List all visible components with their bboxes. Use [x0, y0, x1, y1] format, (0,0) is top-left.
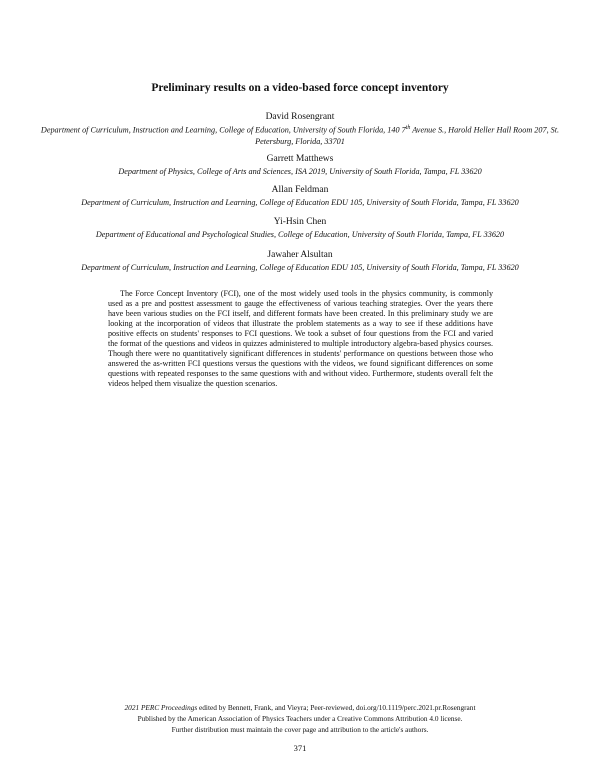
author-affiliation: Department of Curriculum, Instruction and Learning, College of Education EDU 105, University of South Florida, Tampa, FL 33620	[81, 198, 519, 207]
author-name: Jawaher Alsultan	[267, 250, 333, 260]
author-name: Garrett Matthews	[266, 154, 334, 164]
footer-license: Published by the American Association of Physics Teachers under a Creative Commons Attribution 4.0 license.	[137, 713, 463, 723]
footer-distribution: Further distribution must maintain the cover page and attribution to the article's authors.	[171, 724, 429, 734]
footer	[0, 703, 600, 735]
page-number: 371	[293, 743, 307, 753]
paper-title: Preliminary results on a video-based force concept inventory	[151, 82, 449, 94]
footer-citation: 2021 PERC Proceedings edited by Bennett, Frank, and Vieyra; Peer-reviewed, doi.org/10.1119/perc.2021.pr.Rosengrant	[124, 703, 476, 712]
author-name: Yi-Hsin Chen	[273, 217, 327, 227]
author-affiliation: Department of Educational and Psychological Studies, College of Education, University of South Florida, Tampa, FL 33620	[95, 230, 505, 239]
author-name: David Rosengrant	[265, 112, 335, 122]
author-affiliation: Department of Curriculum, Instruction and Learning, College of Education, University of South Florida, 140 7th Avenue S., Harold Heller Hall Room 207, St. Petersburg, Florida, 33701	[40, 125, 560, 146]
abstract: The Force Concept Inventory (FCI), one of the most widely used tools in the physics community, is commonly used as a pre and posttest assessment to gauge the effectiveness of various teaching strategies. Over the years there have been various studies on the FCI itself, and different formats have been created. In this preliminary study we are looking at the incorporation of videos that illustrate the problem statements as a way to see if these additions have positive effects on students' responses to FCI questions. We took a subset of four questions from the FCI and varied the format of the questions and videos in quizzes administered to multiple introductory algebra-based physics courses. Though there were no quantitatively significant differences in students' performance on questions between those who answered the as-written FCI questions versus the questions with the videos, we found significant differences on some questions with repeated responses to the same questions with and without video. Furthermore, students overall felt the videos helped them visualize the question scenarios.	[108, 289, 493, 389]
author-affiliation: Department of Physics, College of Arts and Sciences, ISA 2019, University of South Florida, Tampa, FL 33620	[118, 167, 482, 176]
author-affiliation: Department of Curriculum, Instruction and Learning, College of Education EDU 105, University of South Florida, Tampa, FL 33620	[81, 263, 519, 272]
author-name: Allan Feldman	[271, 185, 329, 195]
